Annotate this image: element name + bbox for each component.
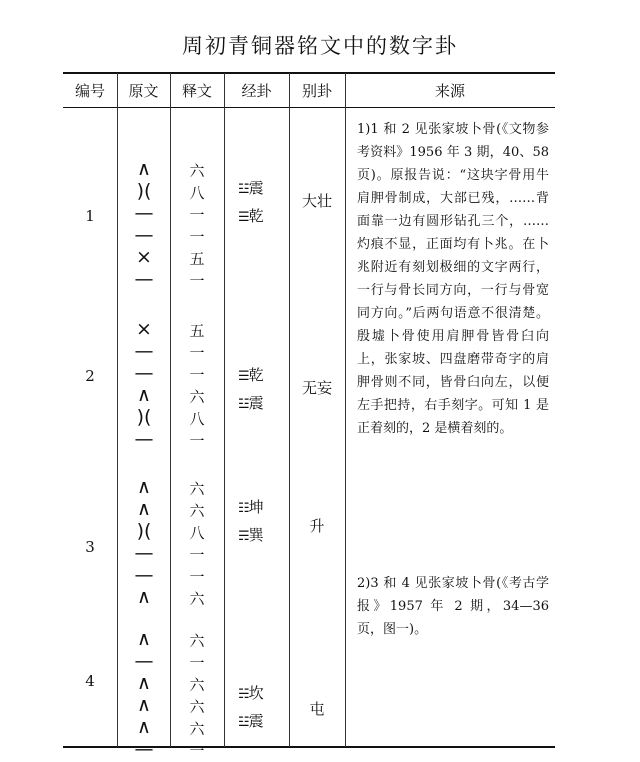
column-header-trigrams: 经卦 [241,82,272,100]
numeral: 六 [189,502,205,520]
numeral: 六 [189,698,205,716]
source-note: 1)1 和 2 见张家坡卜骨(《文物参考资料》1956 年 3 期，40、58 页)。原报告说：“这块字骨用牛肩胛骨制成，大部已残，……背面靠一边有圆形钻孔三个，……灼痕不显，正面均有卜兆。在卜兆附近有刻划极细的文字两行，一行与骨长同方向，一行与骨宽同方向。”后两句语意不很清楚。殷墟卜骨使用肩胛骨皆骨臼向上，张家坡、四盘磨带奇字的肩胛骨则不同，皆骨臼向左，以便左手把持，右手刻字。可知 1 是正着刻的，2 是横着刻的。 [357,122,549,436]
line-glyph: × [136,318,152,340]
trigram-icon: ☳ [238,715,249,730]
numeral: 一 [189,206,205,224]
column-divider [345,73,346,747]
line-glyph: — [134,362,154,384]
row-number: 2 [85,367,95,385]
line-glyph: ∧ [137,628,151,650]
trigram-pair [238,494,264,550]
numeral: 六 [189,388,205,406]
numeral: 六 [189,590,205,608]
numeral: 一 [189,344,205,362]
numeric-transcription [175,320,219,452]
numeral: 六 [189,676,205,694]
hexagram-name: 无妄 [301,379,332,397]
trigram-name: 坤 [248,498,264,516]
line-glyph: )( [136,520,152,542]
trigram-icon: ☳ [238,182,249,197]
numeral: 八 [189,524,205,542]
trigram-name: 震 [248,394,264,412]
line-glyph: — [134,564,154,586]
trigram-icon: ☷ [238,501,249,516]
trigram-pair [238,680,264,736]
line-glyph: ∧ [137,476,151,498]
line-glyph: )( [136,180,152,202]
table-header-rule [63,107,555,108]
trigram-icon: ☰ [238,210,249,225]
line-glyph: ∧ [137,384,151,406]
row-number: 4 [85,672,95,690]
numeral: 一 [189,742,205,760]
trigram-name: 乾 [248,207,264,225]
line-glyph: — [134,738,154,760]
numeric-transcription [175,478,219,610]
column-header-id: 编号 [74,82,105,100]
line-glyph: × [136,246,152,268]
line-glyph: — [134,650,154,672]
trigram-icon: ☴ [238,529,249,544]
table-top-rule [63,72,555,74]
column-header-original: 原文 [128,82,159,100]
numeral: 八 [189,410,205,428]
hexagram-name: 屯 [309,700,325,718]
numeral: 六 [189,162,205,180]
trigram-name: 坎 [248,684,264,702]
numeral: 一 [189,654,205,672]
line-glyph: — [134,542,154,564]
numeric-transcription [175,160,219,292]
numeral: 一 [189,228,205,246]
original-inscription [122,318,166,450]
column-header-source: 来源 [434,82,465,100]
trigram-name: 震 [248,179,264,197]
column-header-interpretation: 释文 [181,82,212,100]
column-header-hexagram: 别卦 [301,82,332,100]
line-glyph: ∧ [137,694,151,716]
numeral: 八 [189,184,205,202]
line-glyph: ∧ [137,716,151,738]
numeral: 一 [189,546,205,564]
line-glyph: — [134,428,154,450]
source-note: 2)3 和 4 见张家坡卜骨(《考古学报》1957 年 2 期，34—36 页，图一)。 [357,576,549,637]
line-glyph: — [134,340,154,362]
numeral: 六 [189,720,205,738]
line-glyph: — [134,224,154,246]
line-glyph: ∧ [137,586,151,608]
numeral: 一 [189,432,205,450]
trigram-name: 乾 [248,366,264,384]
original-inscription [122,158,166,290]
numeral: 一 [189,366,205,384]
original-inscription [122,476,166,608]
column-divider [170,73,171,747]
numeral: 一 [189,568,205,586]
numeral: 一 [189,272,205,290]
trigram-icon: ☳ [238,397,249,412]
numeral: 六 [189,632,205,650]
trigram-name: 震 [248,712,264,730]
trigram-pair [238,362,264,418]
line-glyph: — [134,268,154,290]
column-divider [289,73,290,747]
hexagram-name: 大壮 [301,192,332,210]
column-divider [224,73,225,747]
page-title: 周初青铜器铭文中的数字卦 [182,34,458,58]
row-number: 1 [85,207,95,225]
numeral: 六 [189,480,205,498]
line-glyph: )( [136,406,152,428]
numeric-transcription [175,630,219,762]
line-glyph: ∧ [137,498,151,520]
column-divider [117,73,118,747]
original-inscription [122,628,166,760]
line-glyph: ∧ [137,672,151,694]
trigram-pair [238,175,264,231]
line-glyph: — [134,202,154,224]
hexagram-name: 升 [309,517,325,535]
trigram-name: 巽 [248,526,264,544]
trigram-icon: ☵ [238,687,249,702]
trigram-icon: ☰ [238,369,249,384]
line-glyph: ∧ [137,158,151,180]
row-number: 3 [85,538,95,556]
numeral: 五 [189,250,205,268]
numeral: 五 [189,322,205,340]
